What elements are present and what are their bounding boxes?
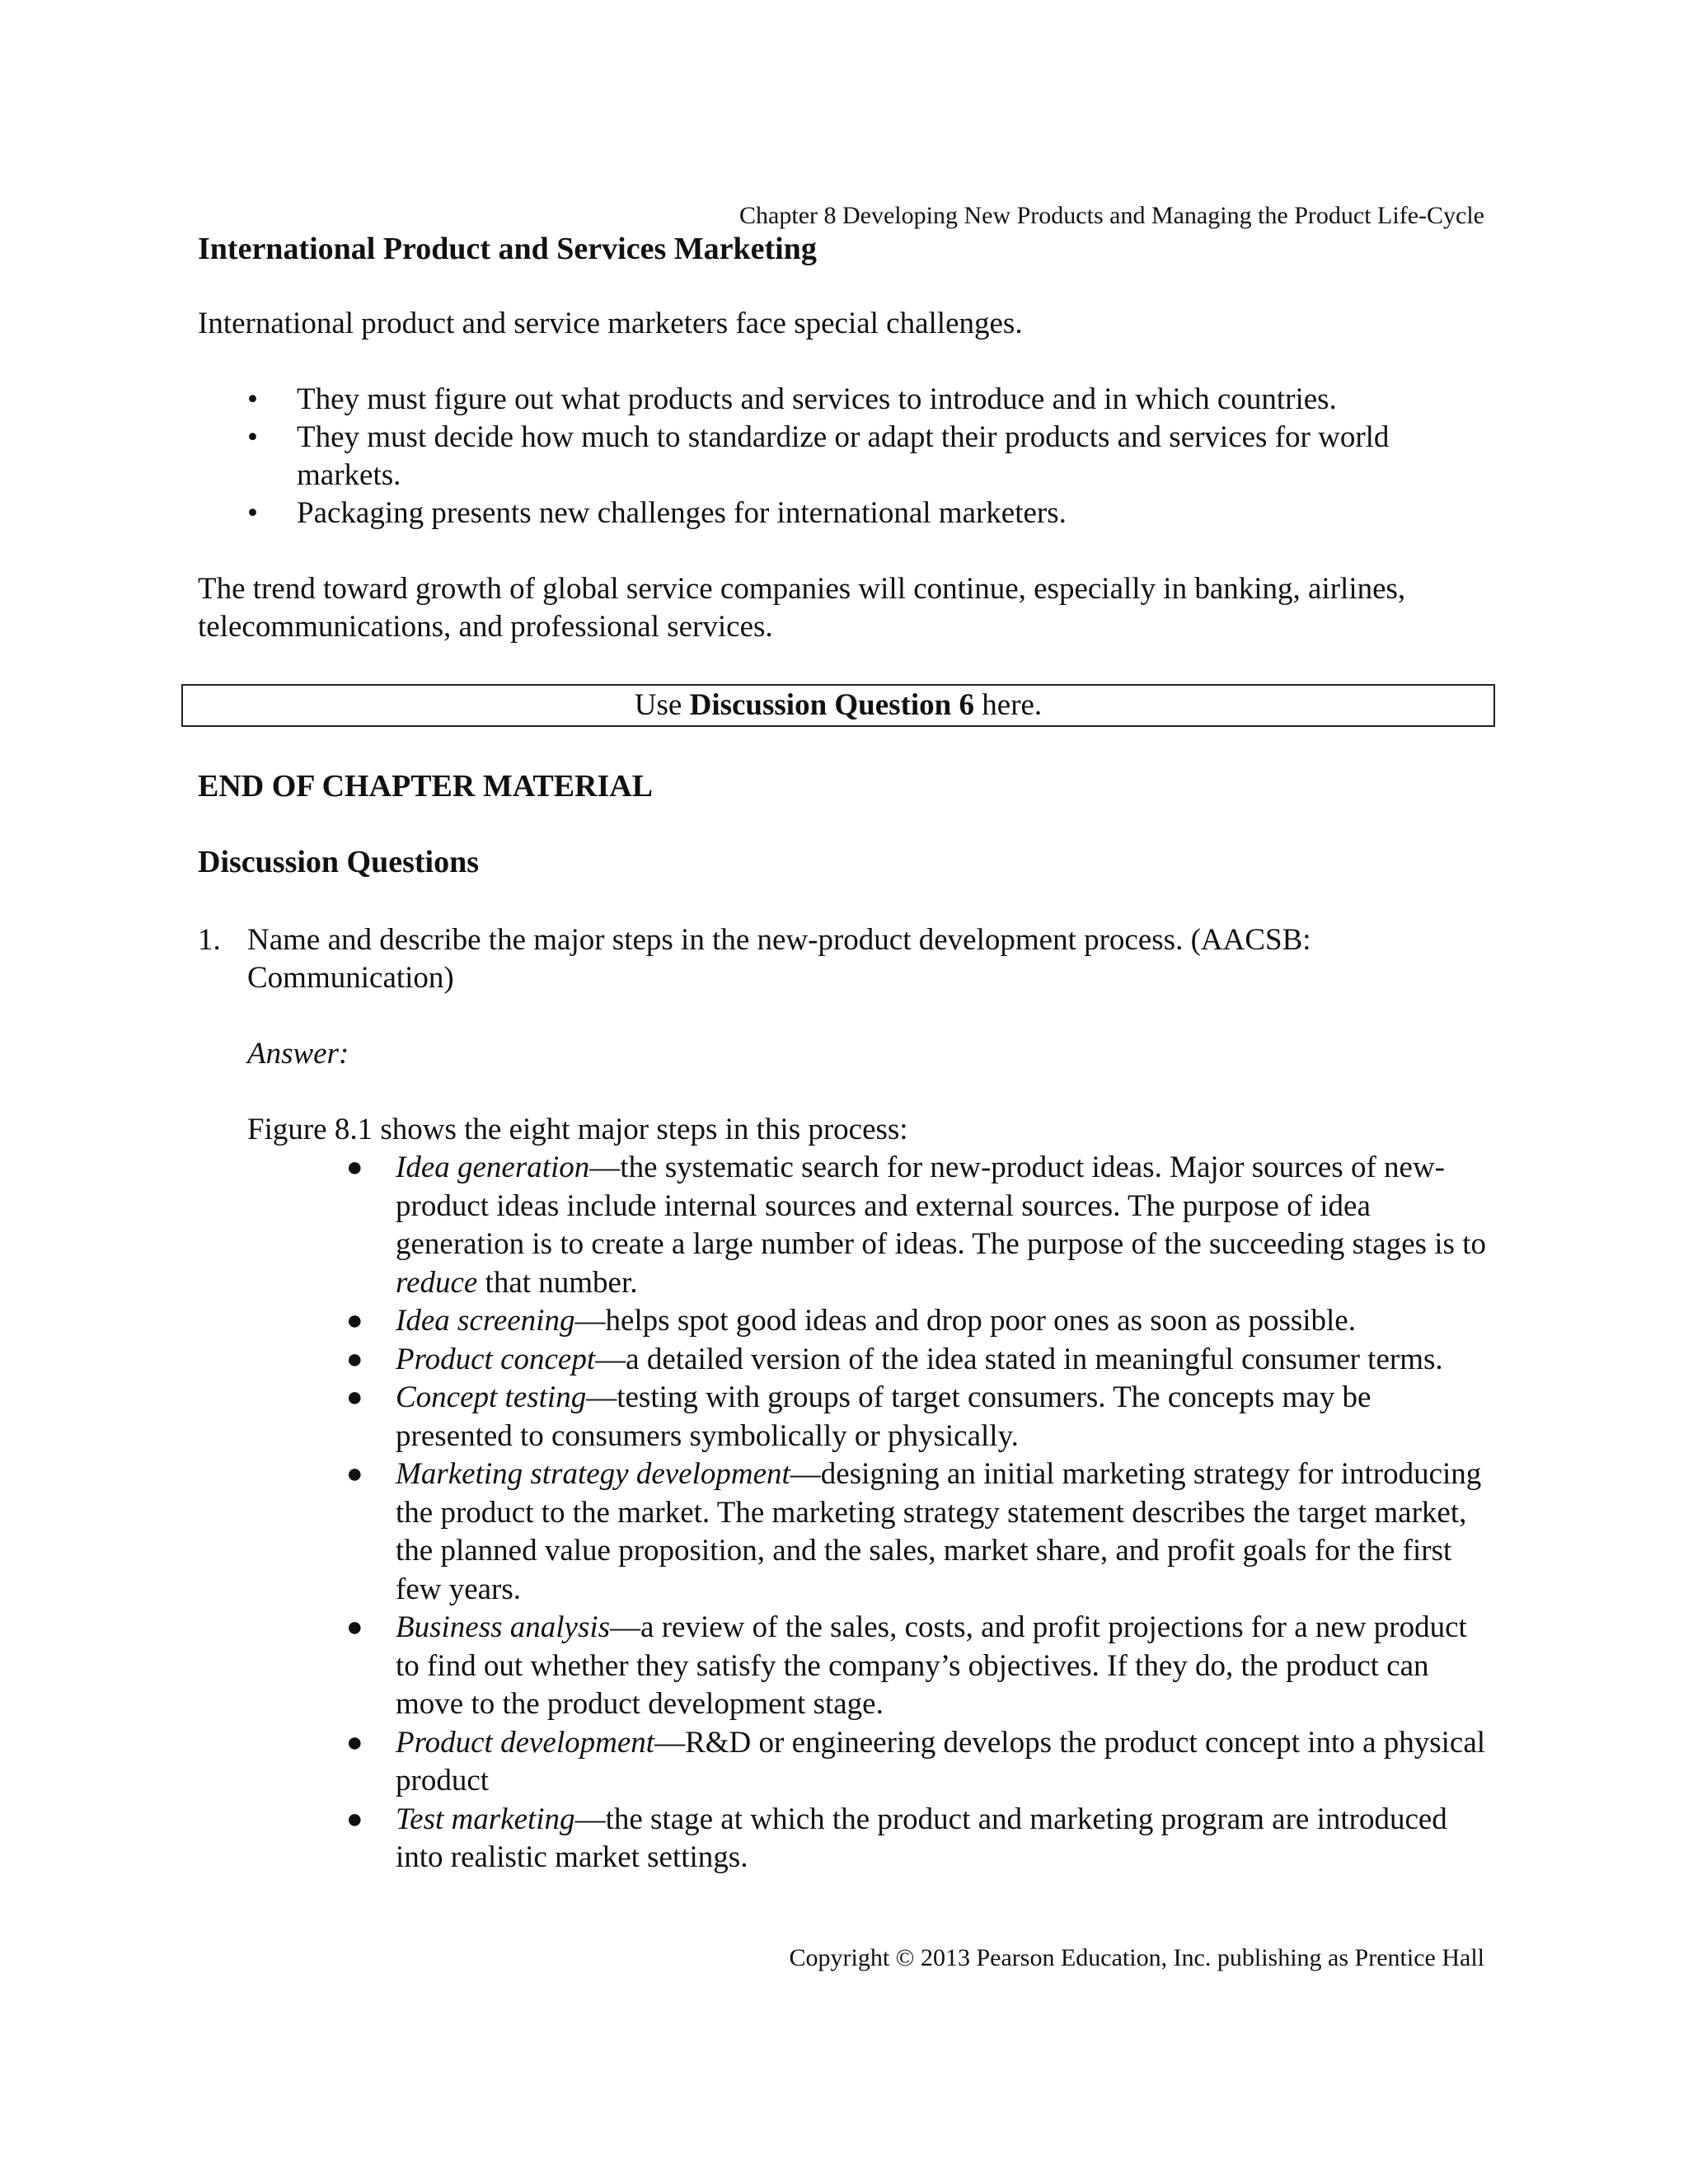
bullet-text: They must decide how much to standardize or adapt their products and services for world markets.: [297, 420, 1390, 492]
copyright-footer: Copyright © 2013 Pearson Education, Inc. publishing as Prentice Hall: [789, 1944, 1484, 1971]
step-description: —designing an initial marketing strategy for introducing the product to the market. The marketing strategy statement describes the target market, the planned value proposition, and the sales, market share, and profit goals for the first few years.: [396, 1457, 1482, 1606]
list-item: [247, 381, 1484, 419]
discussion-callout-box: [181, 684, 1495, 727]
step-emphasis: reduce: [396, 1265, 478, 1300]
list-item: [247, 419, 1484, 494]
step-term: Product development: [396, 1725, 655, 1760]
step-term: Product concept: [396, 1342, 596, 1376]
bullet-icon: •: [247, 496, 258, 530]
discussion-questions-heading: Discussion Questions: [198, 845, 480, 879]
bullet-text: Packaging presents new challenges for international marketers.: [297, 496, 1067, 530]
step-description: —helps spot good ideas and drop poor ones as soon as possible.: [574, 1304, 1356, 1338]
figure-intro: Figure 8.1 shows the eight major steps in this process:: [247, 1113, 908, 1146]
list-item: [346, 1609, 1492, 1724]
step-description-end: that number.: [477, 1265, 638, 1300]
step-description: —a detailed version of the idea stated in meaningful consumer terms.: [595, 1342, 1443, 1376]
bullet-icon: •: [247, 382, 258, 416]
list-item: [247, 494, 1484, 532]
bullet-icon: ●: [346, 1152, 363, 1183]
list-item: [346, 1724, 1492, 1801]
end-of-chapter-heading: END OF CHAPTER MATERIAL: [198, 769, 654, 804]
list-item: [346, 1379, 1492, 1455]
step-description: —the stage at which the product and marketing program are introduced into realistic market settings.: [396, 1802, 1447, 1874]
list-item: [346, 1801, 1492, 1877]
question-number: 1.: [198, 923, 221, 957]
step-term: Idea generation: [396, 1151, 590, 1184]
step-description: —R&D or engineering develops the product concept into a physical product: [396, 1725, 1486, 1797]
answer-label: Answer:: [247, 1037, 349, 1071]
step-term: Marketing strategy development: [396, 1457, 790, 1491]
list-item: [346, 1455, 1492, 1609]
bullet-icon: •: [247, 420, 258, 454]
list-item: [346, 1149, 1492, 1302]
bullet-text: They must figure out what products and services to introduce and in which countries.: [297, 382, 1337, 416]
trend-paragraph: The trend toward growth of global service companies will continue, especially in banking, airlines, telecommunications, and professional services.: [198, 572, 1406, 644]
section-intro: International product and service marketers face special challenges.: [198, 307, 1023, 340]
bullet-icon: ●: [346, 1343, 363, 1375]
bullet-icon: ●: [346, 1305, 363, 1336]
step-term: Test marketing: [396, 1802, 575, 1836]
bullet-icon: ●: [346, 1727, 363, 1758]
list-item: [346, 1341, 1492, 1380]
section-title: International Product and Services Marketing: [198, 232, 817, 266]
question-text: Name and describe the major steps in the new-product development process. (AACSB: Communication): [247, 923, 1311, 995]
step-term: Concept testing: [396, 1380, 587, 1414]
bullet-icon: ●: [346, 1612, 363, 1643]
development-steps-list: [346, 1149, 1492, 1877]
callout-prefix: Use: [634, 688, 690, 722]
discussion-question: [198, 921, 1500, 997]
bullet-icon: ●: [346, 1803, 363, 1835]
step-term: Business analysis: [396, 1610, 611, 1644]
challenges-list: [247, 381, 1484, 532]
bullet-icon: ●: [346, 1459, 363, 1489]
callout-question-ref: Discussion Question 6: [689, 688, 975, 722]
step-term: Idea screening: [396, 1304, 575, 1338]
running-header: Chapter 8 Developing New Products and Managing the Product Life-Cycle: [739, 202, 1484, 229]
step-description: —a review of the sales, costs, and profit projections for a new product to find out whether they satisfy the company’s objectives. If they do, the product can move to the product development stage.: [396, 1610, 1467, 1721]
step-description: —testing with groups of target consumers. The concepts may be presented to consumers symbolically or physically.: [396, 1380, 1372, 1453]
step-description: —the systematic search for new-product ideas. Major sources of new-product ideas include internal sources and external sources. The purpose of idea generation is to create a large number of ideas. The purpose of the succeeding stages is to: [396, 1151, 1486, 1261]
list-item: [346, 1302, 1492, 1341]
bullet-icon: ●: [346, 1382, 363, 1413]
callout-suffix: here.: [974, 688, 1043, 722]
